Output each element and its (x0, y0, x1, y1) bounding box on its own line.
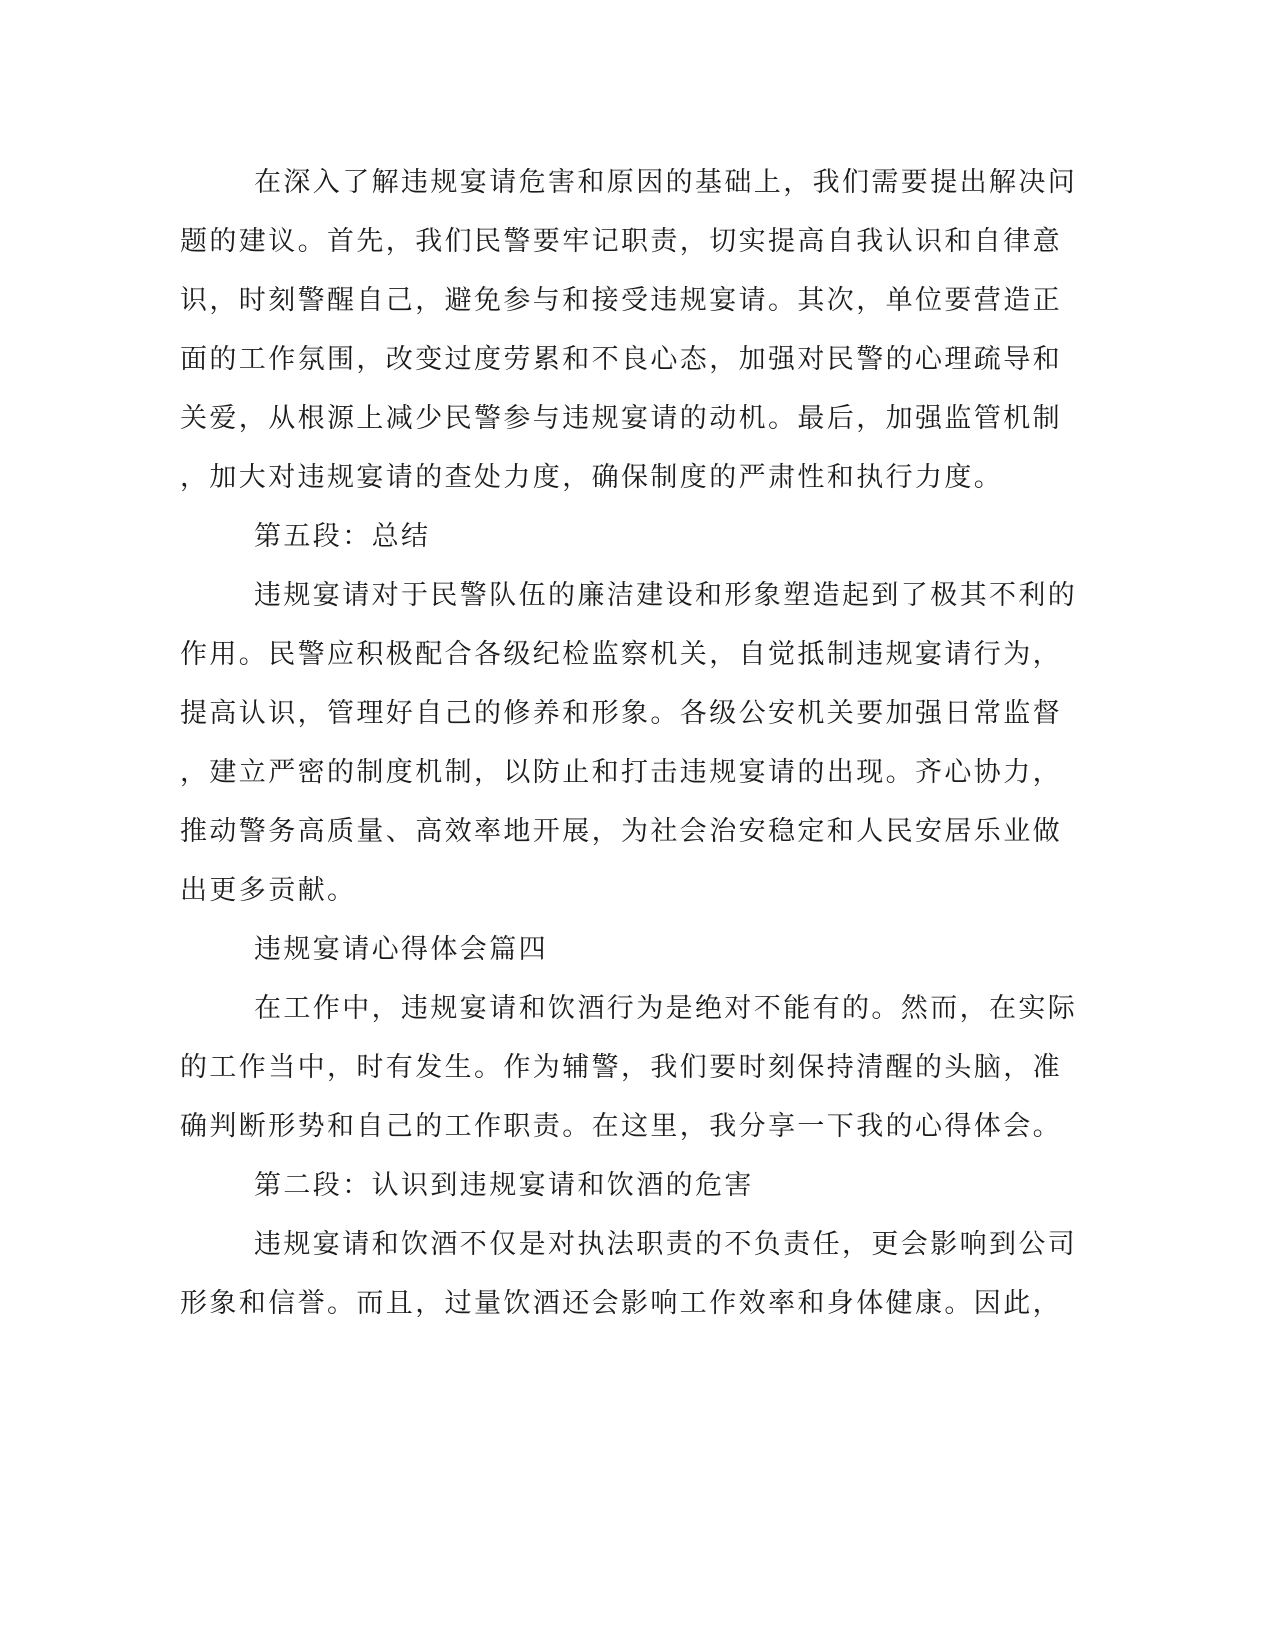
paragraph-line: 形象和信誉。而且，过量饮酒还会影响工作效率和身体健康。因此， (180, 1288, 1062, 1319)
section-heading: 第二段：认识到违规宴请和饮酒的危害 (254, 1170, 754, 1201)
paragraph-line: ，加大对违规宴请的查处力度，确保制度的严肃性和执行力度。 (180, 462, 1004, 493)
paragraph-line: 提高认识，管理好自己的修养和形象。各级公安机关要加强日常监督 (180, 698, 1062, 729)
paragraph-line: 确判断形势和自己的工作职责。在这里，我分享一下我的心得体会。 (180, 1111, 1062, 1142)
document-body (180, 153, 1078, 1333)
paragraph-line: 的工作当中，时有发生。作为辅警，我们要时刻保持清醒的头脑，准 (180, 1052, 1062, 1083)
section-heading: 违规宴请心得体会篇四 (254, 934, 548, 965)
section-heading: 第五段：总结 (254, 521, 431, 552)
paragraph-line: ，建立严密的制度机制，以防止和打击违规宴请的出现。齐心协力， (180, 757, 1062, 788)
paragraph-line: 出更多贡献。 (180, 875, 357, 906)
paragraph-line: 识，时刻警醒自己，避免参与和接受违规宴请。其次，单位要营造正 (180, 285, 1062, 316)
paragraph-line: 面的工作氛围，改变过度劳累和不良心态，加强对民警的心理疏导和 (180, 344, 1062, 375)
paragraph-line: 在工作中，违规宴请和饮酒行为是绝对不能有的。然而，在实际 (254, 993, 1078, 1024)
paragraph-line: 违规宴请和饮酒不仅是对执法职责的不负责任，更会影响到公司 (254, 1229, 1078, 1260)
paragraph-line: 题的建议。首先，我们民警要牢记职责，切实提高自我认识和自律意 (180, 226, 1062, 257)
paragraph-line: 关爱，从根源上减少民警参与违规宴请的动机。最后，加强监管机制 (180, 403, 1062, 434)
paragraph-line: 推动警务高质量、高效率地开展，为社会治安稳定和人民安居乐业做 (180, 816, 1062, 847)
paragraph-line: 在深入了解违规宴请危害和原因的基础上，我们需要提出解决问 (254, 167, 1078, 198)
paragraph-line: 作用。民警应积极配合各级纪检监察机关，自觉抵制违规宴请行为， (180, 639, 1062, 670)
paragraph-line: 违规宴请对于民警队伍的廉洁建设和形象塑造起到了极其不利的 (254, 580, 1078, 611)
